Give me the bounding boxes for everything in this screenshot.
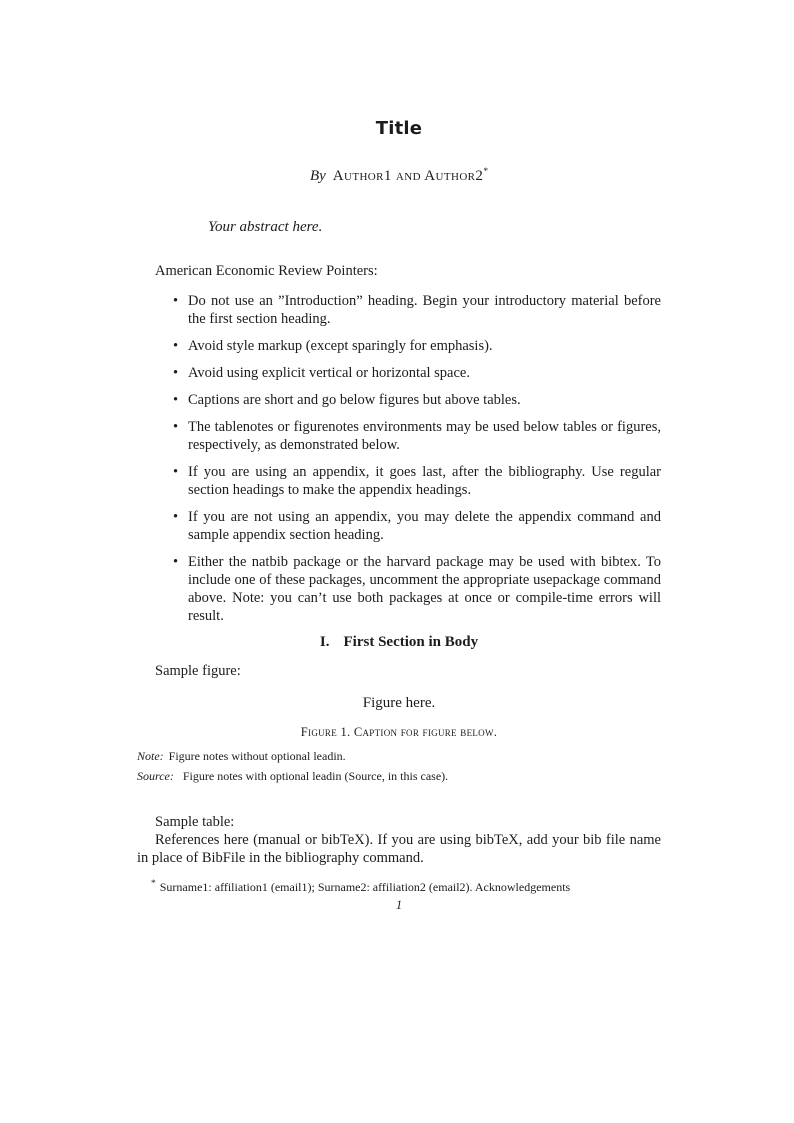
figure-notes	[137, 748, 661, 784]
section-title: First Section in Body	[343, 634, 479, 650]
section-heading	[137, 633, 661, 652]
footnote-text: Surname1: affiliation1 (email1); Surname2: affiliation2 (email2). Acknowledgements	[159, 880, 571, 894]
pointer-item: • If you are using an appendix, it goes last, after the bibliography. Use regular section headings to make the appendix headings.	[188, 463, 661, 499]
figure-note	[137, 748, 661, 764]
author-footnote	[137, 879, 661, 895]
pointer-item: • Avoid using explicit vertical or horizontal space.	[188, 364, 661, 382]
pointer-item: • Do not use an ”Introduction” heading. Begin your introductory material before the first section heading.	[188, 292, 661, 328]
byline	[137, 167, 661, 185]
byline-authors: Author1 and Author2	[332, 168, 484, 184]
figure-source-note	[137, 768, 661, 784]
pointers-heading: American Economic Review Pointers:	[155, 263, 378, 279]
note-label: Note:	[137, 749, 164, 763]
references-paragraph: References here (manual or bibTeX). If you are using bibTeX, add your bib file name in place of BibFile in the bibliography command.	[137, 832, 661, 866]
abstract-text: Your abstract here.	[208, 219, 323, 235]
pointer-item: • The tablenotes or figurenotes environments may be used below tables or figures, respectively, as demonstrated below.	[188, 418, 661, 454]
source-label: Source:	[137, 769, 174, 783]
pointer-item: • Either the natbib package or the harvard package may be used with bibtex. To include one of these packages, uncomment the appropriate usepackage command above. Note: you can’t use both packages at once or compile-time errors will result.	[188, 553, 661, 625]
sample-figure-label: Sample figure:	[155, 663, 241, 679]
document-content	[137, 118, 661, 913]
paper-title: Title	[375, 118, 423, 139]
figure-caption: Figure 1. Caption for figure below.	[300, 725, 498, 739]
source-text: Figure notes with optional leadin (Source, in this case).	[182, 769, 449, 783]
sample-table-label: Sample table:	[155, 814, 235, 830]
pointer-item: • If you are not using an appendix, you may delete the appendix command and sample appendix section heading.	[188, 508, 661, 544]
note-text: Figure notes without optional leadin.	[168, 749, 346, 763]
section-number: I.	[319, 634, 330, 650]
pointers-list	[137, 292, 661, 625]
page-number: 1	[395, 898, 403, 912]
byline-prefix: By	[309, 168, 326, 184]
byline-footnote-marker: *	[483, 167, 489, 177]
pointer-item: • Captions are short and go below figures but above tables.	[188, 391, 661, 409]
figure-placeholder: Figure here.	[362, 695, 436, 711]
pointer-item: • Avoid style markup (except sparingly for emphasis).	[188, 337, 661, 355]
footnote-marker: *	[151, 879, 156, 889]
